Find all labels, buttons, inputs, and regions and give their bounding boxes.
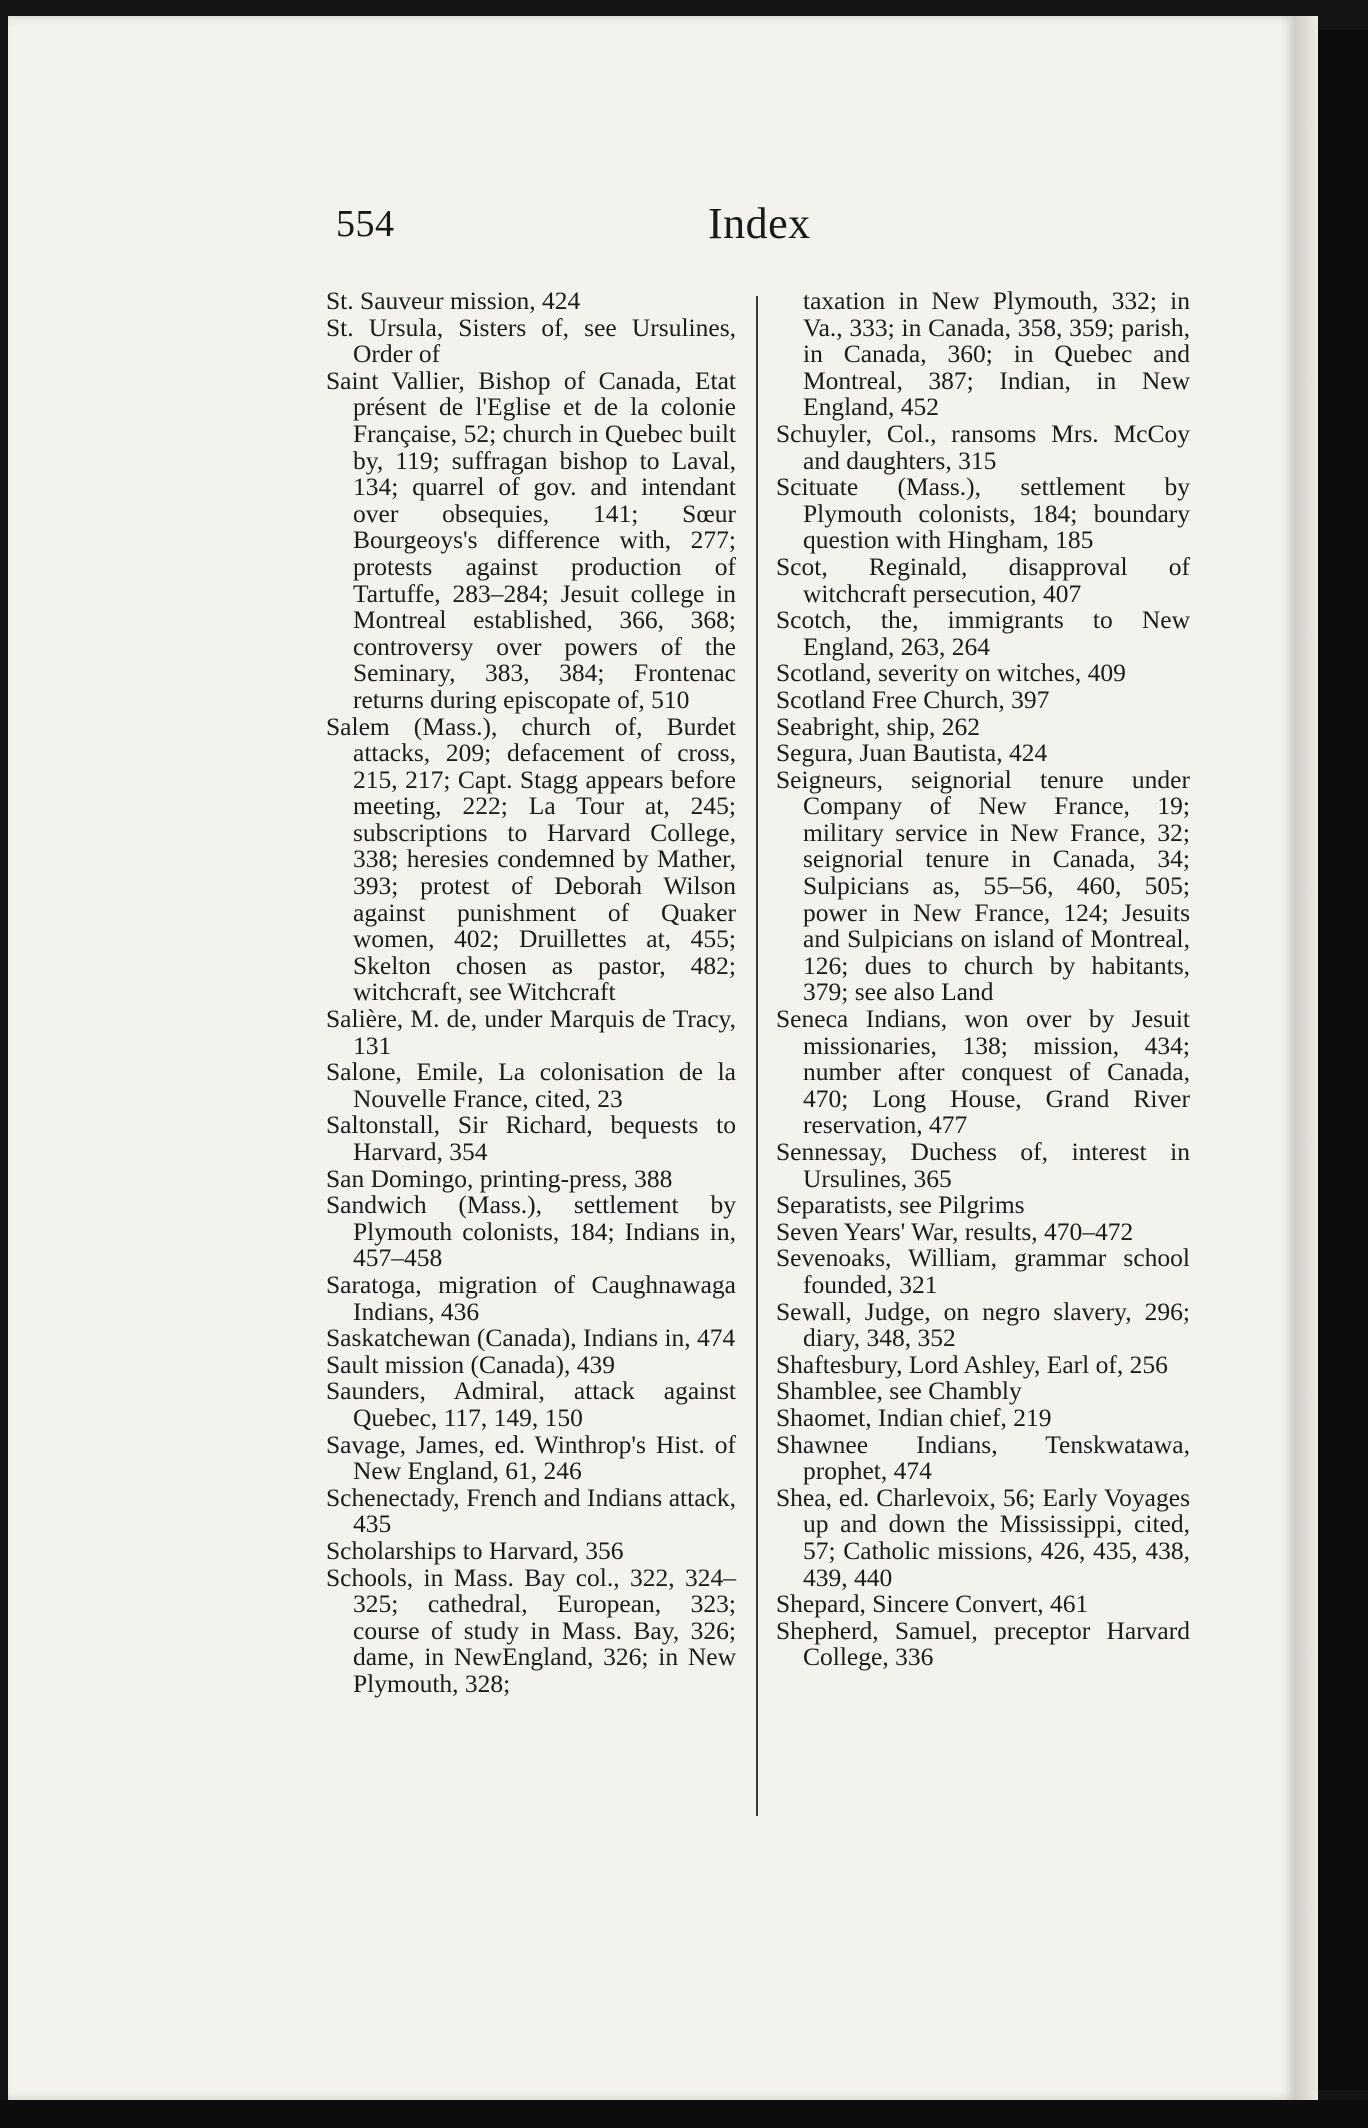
index-entry: Seneca Indians, won over by Jesuit missionaries, 138; mission, 434; number after conquest of Canada, 470; Long House, Grand River reservation, 477 (776, 1004, 1190, 1140)
index-entry: Scotland Free Church, 397 (776, 684, 1050, 714)
index-entry: Salone, Emile, La colonisation de la Nouvelle France, cited, 23 (326, 1057, 736, 1113)
index-entry: Saint Vallier, Bishop of Canada, Etat présent de l'Eglise et de la colonie Française, 52; church in Quebec built by, 119; suffragan bishop to Laval, 134; quarrel of gov. and intendant over obsequies, 141; Sœur Bourgeoys's difference with, 277; protests against production of Tartuffe, 283–284; Jesuit college in Montreal established, 366, 368; controversy over powers of the Seminary, 383, 384; Frontenac returns during episcopate of, 510 (326, 365, 736, 714)
index-entry: Seigneurs, seignorial tenure under Company of New France, 19; military service in New France, 32; seignorial tenure in Canada, 34; Sulpicians as, 55–56, 460, 505; power in New France, 124; Jesuits and Sulpicians on island of Montreal, 126; dues to church by habitants, 379; see also Land (776, 764, 1190, 1007)
column-divider (756, 296, 758, 1816)
index-entry: Sennessay, Duchess of, interest in Ursulines, 365 (776, 1137, 1190, 1193)
index-entry: St. Ursula, Sisters of, see Ursulines, Order of (326, 312, 736, 369)
index-entry: Schools, in Mass. Bay col., 322, 324–325; cathedral, European, 323; course of study in Mass. Bay, 326; dame, in NewEngland, 326; in New Plymouth, 328; (326, 1562, 736, 1698)
index-entry: Scotland, severity on witches, 409 (776, 658, 1126, 688)
index-column-left (326, 288, 736, 1697)
index-entry: Salem (Mass.), church of, Burdet attacks, 209; defacement of cross, 215, 217; Capt. Stagg appears before meeting, 222; La Tour at, 245; subscriptions to Harvard College, 338; heresies condemned by Mather, 393; protest of Deborah Wilson against punishment of Quaker women, 402; Druillettes at, 455; Skelton chosen as pastor, 482; witchcraft, see Witchcraft (326, 711, 736, 1007)
index-entry-continued: taxation in New Plymouth, 332; in Va., 333; in Canada, 358, 359; parish, in Canada, 360; in Quebec and Montreal, 387; Indian, in New England, 452 (803, 286, 1190, 422)
index-entry: Shaomet, Indian chief, 219 (776, 1402, 1052, 1432)
index-entry: Seabright, ship, 262 (776, 711, 980, 741)
index-entry: Seven Years' War, results, 470–472 (776, 1216, 1134, 1246)
index-entry: Salière, M. de, under Marquis de Tracy, 131 (326, 1004, 736, 1060)
index-entry: Schuyler, Col., ransoms Mrs. McCoy and daughters, 315 (776, 418, 1190, 475)
page-number: 554 (336, 203, 395, 245)
index-entry: Shaftesbury, Lord Ashley, Earl of, 256 (776, 1349, 1168, 1379)
index-entry: St. Sauveur mission, 424 (326, 286, 581, 315)
index-entry: Sevenoaks, William, grammar school founded, 321 (776, 1243, 1190, 1299)
page-header (8, 199, 1296, 262)
index-entry: Shea, ed. Charlevoix, 56; Early Voyages up and down the Mississippi, cited, 57; Catholic missions, 426, 435, 438, 439, 440 (776, 1482, 1190, 1592)
page-title: Index (708, 199, 811, 248)
index-entry: Saskatchewan (Canada), Indians in, 474 (326, 1323, 736, 1353)
index-entry: Sault mission (Canada), 439 (326, 1349, 615, 1379)
index-entry: Sandwich (Mass.), settlement by Plymouth colonists, 184; Indians in, 457–458 (326, 1190, 736, 1273)
index-entry: Separatists, see Pilgrims (776, 1190, 1025, 1220)
index-entry: Saunders, Admiral, attack against Quebec, 117, 149, 150 (326, 1376, 736, 1432)
index-entry: Shawnee Indians, Tenskwatawa, prophet, 474 (776, 1429, 1190, 1486)
index-page (8, 16, 1296, 2100)
index-column-right (776, 288, 1190, 1671)
index-entry: Shamblee, see Chambly (776, 1376, 1022, 1406)
index-entry: Schenectady, French and Indians attack, 435 (326, 1482, 736, 1539)
index-entry: Saltonstall, Sir Richard, bequests to Harvard, 354 (326, 1110, 736, 1166)
index-entry: Scot, Reginald, disapproval of witchcraft persecution, 407 (776, 551, 1190, 608)
index-entry: San Domingo, printing-press, 388 (326, 1163, 673, 1193)
index-entry: Shepherd, Samuel, preceptor Harvard College, 336 (776, 1615, 1190, 1672)
index-entry: Savage, James, ed. Winthrop's Hist. of New England, 61, 246 (326, 1429, 736, 1486)
index-entry: Scotch, the, immigrants to New England, 263, 264 (776, 605, 1190, 661)
index-entry: Shepard, Sincere Convert, 461 (776, 1589, 1089, 1619)
index-entry: Sewall, Judge, on negro slavery, 296; diary, 348, 352 (776, 1296, 1190, 1353)
scan-border-right (1318, 30, 1368, 2090)
page-gutter (1296, 16, 1318, 2100)
index-entry: Scholarships to Harvard, 356 (326, 1535, 624, 1565)
scan-border-bottom (0, 2100, 1368, 2128)
index-entry: Saratoga, migration of Caughnawaga Indians, 436 (326, 1269, 736, 1326)
index-entry: Scituate (Mass.), settlement by Plymouth colonists, 184; boundary question with Hingham, 185 (776, 472, 1190, 555)
index-entry: Segura, Juan Bautista, 424 (776, 738, 1048, 768)
